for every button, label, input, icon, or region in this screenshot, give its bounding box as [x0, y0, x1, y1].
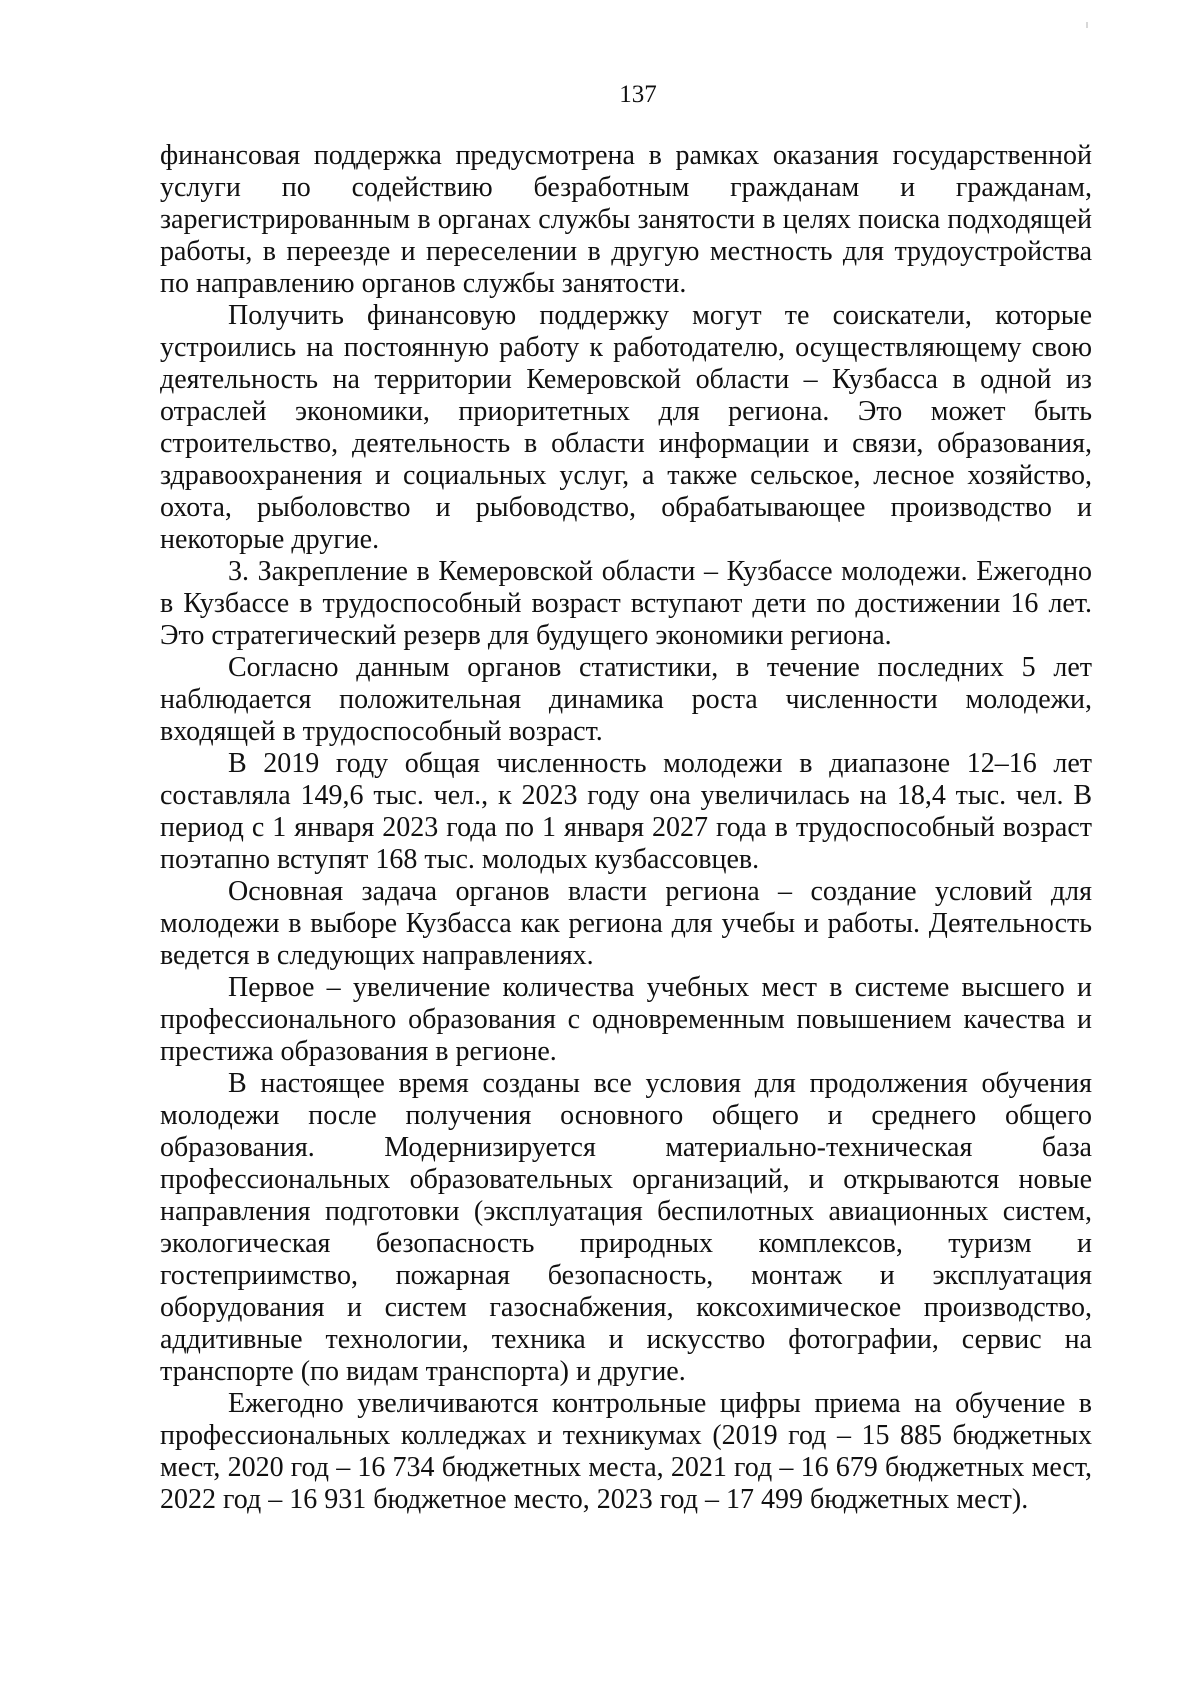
- paragraph-youth-population: В 2019 году общая численность молодежи в диапазоне 12–16 лет составляла 149,6 тыс. чел., к 2023 году она увеличилась на 18,4 тыс. чел. В период с 1 января 2023 года по 1 января 2027 года в трудоспособный возраст поэтапно вступят 168 тыс. молодых кузбассовцев.: [160, 748, 1092, 875]
- document-body: [160, 140, 1092, 1516]
- page-number: 137: [619, 81, 657, 108]
- paragraph-youth-retention-heading: 3. Закрепление в Кемеровской области – Кузбассе молодежи. Ежегодно в Кузбассе в трудоспособный возраст вступают дети по достижении 16 лет. Это стратегический резерв для будущего экономики региона.: [160, 556, 1092, 651]
- paragraph-financial-support-continuation: финансовая поддержка предусмотрена в рамках оказания государственной услуги по содействию безработным гражданам и гражданам, зарегистрированным в органах службы занятости в целях поиска подходящей работы, в переезде и переселении в другую местность для трудоустройства по направлению органов службы занятости.: [160, 140, 1092, 299]
- paragraph-education-conditions: В настоящее время созданы все условия для продолжения обучения молодежи после получения основного общего и среднего общего образования. Модернизируется материально-техническая база профессиональных образовательных организаций, и открываются новые направления подготовки (эксплуатация беспилотных авиационных систем, экологическая безопасность природных комплексов, туризм и гостеприимство, пожарная безопасность, монтаж и эксплуатация оборудования и систем газоснабжения, коксохимическое производство, аддитивные технологии, техника и искусство фотографии, сервис на транспорте (по видам транспорта) и другие.: [160, 1068, 1092, 1387]
- scan-artifact: [1086, 22, 1088, 28]
- paragraph-main-task: Основная задача органов власти региона – создание условий для молодежи в выборе Кузбасса как региона для учебы и работы. Деятельность ведется в следующих направлениях.: [160, 876, 1092, 971]
- paragraph-statistics: Согласно данным органов статистики, в течение последних 5 лет наблюдается положительная динамика роста численности молодежи, входящей в трудоспособный возраст.: [160, 652, 1092, 747]
- paragraph-admission-figures: Ежегодно увеличиваются контрольные цифры приема на обучение в профессиональных колледжах и техникумах (2019 год – 15 885 бюджетных мест, 2020 год – 16 734 бюджетных места, 2021 год – 16 679 бюджетных мест, 2022 год – 16 931 бюджетное место, 2023 год – 17 499 бюджетных мест).: [160, 1388, 1092, 1515]
- paragraph-first-direction: Первое – увеличение количества учебных мест в системе высшего и профессионального образования с одновременным повышением качества и престижа образования в регионе.: [160, 972, 1092, 1067]
- paragraph-eligible-applicants: Получить финансовую поддержку могут те соискатели, которые устроились на постоянную работу к работодателю, осуществляющему свою деятельность на территории Кемеровской области – Кузбасса в одной из отраслей экономики, приоритетных для региона. Это может быть строительство, деятельность в области информации и связи, образования, здравоохранения и социальных услуг, а также сельское, лесное хозяйство, охота, рыболовство и рыбоводство, обрабатывающее производство и некоторые другие.: [160, 300, 1092, 555]
